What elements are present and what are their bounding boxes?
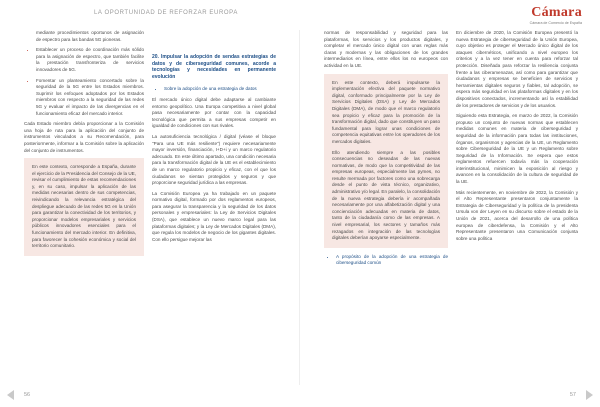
subsection-bullet: • Sobre la adopción de una estrategia de datos: [164, 86, 276, 93]
paragraph: El mercado único digital debe adaptarse al cambiante entorno geopolítico. Una Europa competitiva a nivel global pasa necesariamente por contar con la capacidad tecnológica que permita a sus empresas competir en igualdad de condiciones con sus rivales.: [152, 96, 276, 129]
logo-word: Cámara: [531, 5, 582, 20]
highlight-text: Ello atendiendo siempre a las posibles consecuencias no deseadas de las nuevas normativas, de modo que la competitividad de las empresas europeas, especialmente las pymes, no resulte mermada por factores como una sobrecarga desde el punto de vista técnico, organizativo, administrativo y/o legal. En paralelo, la consolidación de la nueva estrategia debería ir acompañada necesariamente por una alfabetización digital y una concienciación adecuadas en materia de datos, tanto de la ciudadanía como de las empresas. A nivel empresarial, los sectores y tamaños más rezagados en integración de las tecnologías digitales deberían apoyarse especialmente.: [332, 149, 440, 241]
paragraph: normas de responsabilidad y seguridad para las plataformas, los servicios y los productos digitales, y completar el mercado único digital con unas reglas más claras y modernas y las obligaciones de los grandes intermediarios en línea, entre ellos los no europeos con actividad en la UE.: [324, 30, 448, 68]
continued-bullet: mediante procedimientos oportunos de asignación de espectro para las bandas 5G pioneras.: [36, 30, 144, 42]
left-column-2: [152, 30, 276, 247]
header-title: LA OPORTUNIDAD DE REFORZAR EUROPA: [94, 10, 238, 16]
right-column-2: [456, 30, 578, 246]
page-number-left: 56: [24, 392, 31, 398]
paragraph: Siguiendo esta Estrategia, en marzo de 2022, la Comisión propuso un conjunto de nuevas normas que establecen medidas comunes en materia de ciberseguridad y seguridad de la información para todas las instituciones, órganos, organismos y agencias de la UE, un Reglamento sobre Ciberseguridad de la UE y un Reglamento sobre Seguridad de la Información. Se espera que estos reglamentos refuercen todavía más la cooperación interinstitucional, minimicen la exposición al riesgo y avancen en la consolidación de la cultura de seguridad de la UE.: [456, 113, 578, 185]
bullet-item: • Establecer un proceso de coordinación más sólido para la asignación de espectro, que también facilite la prestación transfronteriza de servicios innovadores de 5G.: [36, 47, 144, 73]
logo-subtitle: Cámara de Comercio de España: [529, 21, 582, 25]
bullet-item: • Fomentar un planteamiento concertado sobre la seguridad de la 5G entre los Estados miembros. Suprimir los enfoques adoptados por los Estados miembros con respecto a la seguridad de las redes 5G y evaluar el impacto de las divergencias en el funcionamiento eficaz del mercado interior.: [36, 78, 144, 118]
section-title: 20. Impulsar la adopción de sendas estrategias de datos y de ciberseguridad comunes, acorde a tecnologías y necesidades en permanente evolución: [152, 54, 276, 80]
right-page: [300, 0, 600, 405]
left-page: [0, 0, 300, 405]
next-page-arrow-icon[interactable]: [582, 388, 596, 402]
paragraph: Cada Estado miembro debía proporcionar a la Comisión una hoja de ruta para la aplicación del conjunto de instrumentos vinculados a su Recomendación, para posteriormente, informar a la Comisión sobre la aplicación del conjunto de instrumentos.: [24, 121, 144, 153]
left-column-1: [24, 30, 144, 262]
prev-page-arrow-icon[interactable]: [4, 388, 18, 402]
paragraph: Más recientemente, en noviembre de 2022, la Comisión y el Alto Representante presentaron conjuntamente la Estrategia de Ciberseguridad y la política de la presidenta Ursula von der Leyen en su discurso sobre el estado de la Unión de 2021, acerca del desarrollo de una política europea de ciberdefensa, la Comisión y el Alto Representante presentaron una Comunicación conjunta sobre una política: [456, 189, 578, 241]
highlight-box: [24, 158, 144, 256]
highlight-text: En este contexto, corresponde a España, durante el ejercicio de la Presidencia del Consejo de la UE, revisar el cumplimiento de estas recomendaciones y, en su caso, impulsar la aplicación de las medidas necesarias dentro de sus competencias, reivindicando la relevancia estratégica del despliegue adecuado de las redes 5G en la Unión para garantizar la conectividad de los territorios, y proporcionar modelos empresariales y servicios públicos innovadores esenciales para el funcionamiento del mercado interior. En definitiva, para favorecer la cohesión económica y social del territorio comunitario.: [32, 164, 136, 249]
subsection-bullet: • A propósito de la adopción de una estrategia de ciberseguridad común: [336, 254, 448, 267]
paragraph: La autosuficiencia tecnológica / digital (véase el bloque "Para una UE más resiliente") requiere necesariamente mayor inversión, financiación, I+D+i y un marco regulatorio adecuado. En este último apartado, una condición necesaria para la transformación digital de la UE es el establecimiento de un marco regulatorio propicio y eficaz, con el que los ciudadanos se sientan protegidos y seguros y que proporcione seguridad jurídica a las empresas.: [152, 133, 276, 186]
paragraph: La Comisión Europea ya ha trabajado en un paquete normativo digital, formado por dos reglamentos europeos, para asegurar la transparencia y la seguridad de los datos personales y empresariales: la Ley de Servicios Digitales (DSA), que establece un nuevo marco legal para las plataformas digitales; y la Ley de Mercados Digitales (DMA), que regula los modelos de negocio de los gigantes digitales. Con ello persigue mejorar las: [152, 190, 276, 242]
highlight-box: [324, 74, 448, 248]
page-number-right: 57: [569, 392, 576, 398]
paragraph: En diciembre de 2020, la Comisión Europea presentó la nueva Estrategia de ciberseguridad de la Unión Europea, cuyo objetivo es proteger el Mercado único digital de los ataques cibernéticos, unificando a nivel europeo los criterios y a la vez tener en cuenta para reforzar tal protección. Diseñada para reforzar la resiliencia conjunta frente a las ciberamenazas, así como para garantizar que ciudadanos y empresas se beneficien de servicios y herramientas digitales seguros y fiables, tal adopción, se espera más seguridad en las plataformas digitales y en los dispositivos conectados, incrementando así la estabilidad de los prestadores de servicios y de los usuarios.: [456, 30, 578, 108]
highlight-text: En este contexto, deberá impulsarse la implementación efectiva del paquete normativo digital, conformado principalmente por la Ley de Servicios Digitales (DSA) y Ley de Mercados Digitales (DMA), de modo que el marco regulatorio sea propicio y eficaz para la promoción de la transformación digital, dado que constituyen un paso fundamental para lograr unas condiciones de competencia equitativas entre los operadores de los mercados digitales.: [332, 79, 440, 144]
right-column-1: [324, 30, 448, 271]
